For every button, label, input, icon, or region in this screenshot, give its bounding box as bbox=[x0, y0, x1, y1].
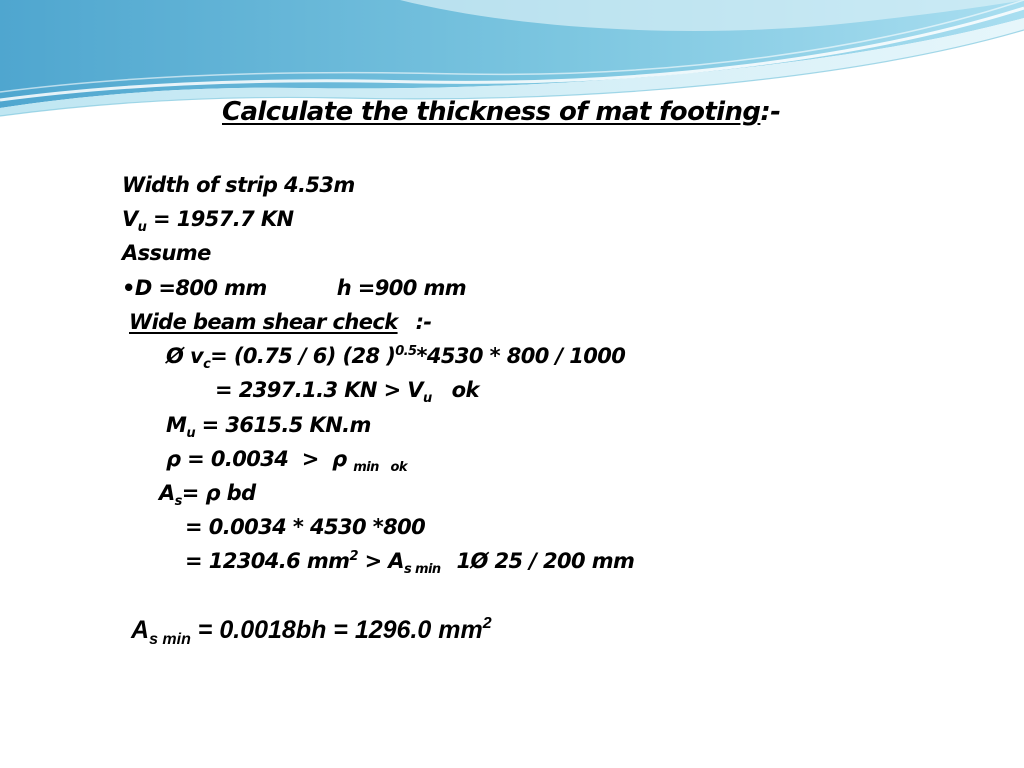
shear-result-subscript: u bbox=[422, 391, 432, 406]
shear-result-line bbox=[215, 378, 479, 406]
as-min-formula bbox=[131, 615, 492, 649]
phi-vc-expression: = (0.75 / 6) (28 ) bbox=[210, 344, 396, 368]
as-line bbox=[159, 481, 256, 509]
as-expression: = ρ bd bbox=[181, 481, 256, 505]
as-result-subscript: s min bbox=[403, 562, 441, 577]
phi-vc-label: Ø v bbox=[166, 344, 204, 368]
as-result: = 12304.6 mm bbox=[185, 549, 350, 573]
wide-beam-line bbox=[129, 310, 432, 334]
vu-subscript: u bbox=[137, 220, 147, 235]
shear-ok: ok bbox=[451, 378, 479, 402]
slide-title-suffix: :- bbox=[760, 97, 781, 127]
mu-label: M bbox=[166, 413, 187, 437]
bar-spacing: 1Ø 25 / 200 mm bbox=[456, 549, 635, 573]
d-value: D =800 mm bbox=[134, 276, 267, 300]
as-calc-line: = 0.0034 * 4530 *800 bbox=[185, 515, 426, 539]
width-of-strip-line: Width of strip 4.53m bbox=[122, 173, 355, 197]
h-value: h =900 mm bbox=[336, 276, 467, 300]
phi-vc-exponent: 0.5 bbox=[395, 344, 417, 359]
phi-vc-line bbox=[166, 344, 625, 372]
as-min-label: A bbox=[131, 616, 150, 644]
dimensions-line bbox=[122, 276, 466, 300]
as-result-exponent: 2 bbox=[349, 549, 358, 564]
mu-line bbox=[166, 413, 371, 441]
wide-beam-heading: Wide beam shear check bbox=[129, 310, 398, 334]
rho-expression: ρ = 0.0034 > ρ bbox=[166, 447, 347, 471]
mu-subscript: u bbox=[186, 426, 195, 441]
phi-vc-subscript: c bbox=[203, 357, 211, 372]
bullet: • bbox=[122, 276, 135, 300]
vu-line bbox=[122, 207, 294, 235]
mu-value: = 3615.5 KN.m bbox=[194, 413, 371, 437]
rho-line bbox=[166, 447, 407, 475]
slide-title-text: Calculate the thickness of mat footing bbox=[222, 97, 761, 127]
as-min-exponent: 2 bbox=[482, 615, 492, 632]
as-result-line bbox=[185, 549, 634, 577]
as-min-subscript: s min bbox=[149, 631, 191, 648]
as-subscript: s bbox=[174, 494, 182, 509]
assume-line: Assume bbox=[122, 241, 211, 265]
vu-value: = 1957.7 KN bbox=[146, 207, 294, 231]
as-result-compare: > A bbox=[357, 549, 404, 573]
slide-title bbox=[222, 97, 780, 127]
as-min-expression: = 0.0018bh = 1296.0 mm bbox=[190, 616, 483, 644]
as-label: A bbox=[159, 481, 175, 505]
rho-subscript: min ok bbox=[353, 460, 407, 475]
vu-label: V bbox=[122, 207, 138, 231]
shear-result: = 2397.1.3 KN > V bbox=[215, 378, 423, 402]
wide-beam-suffix: :- bbox=[415, 310, 432, 334]
phi-vc-rest: *4530 * 800 / 1000 bbox=[416, 344, 626, 368]
